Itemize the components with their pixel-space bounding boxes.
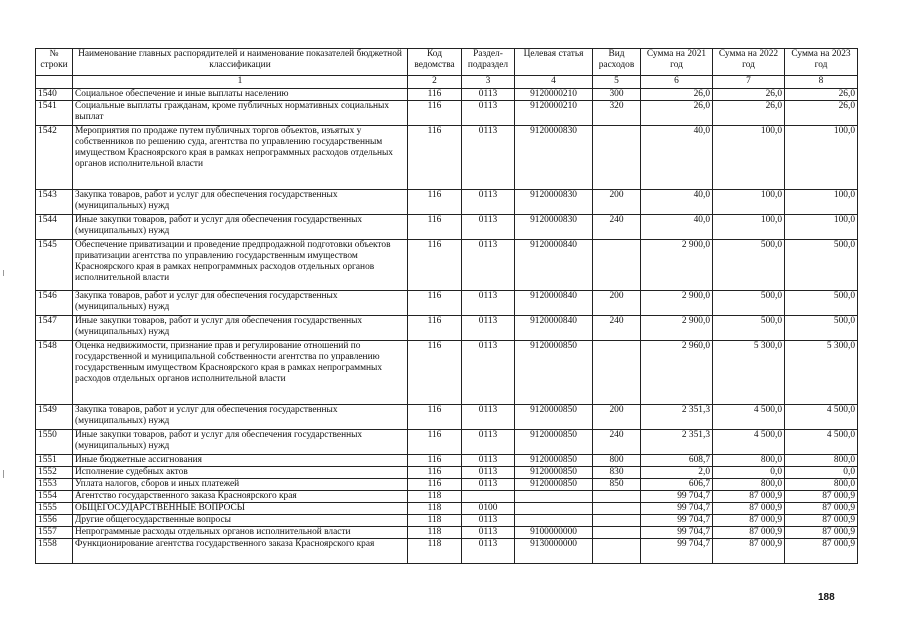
section-cell: 0113 (462, 527, 515, 539)
row-number-cell: 1541 (36, 101, 73, 126)
amount-2022-cell: 500,0 (713, 316, 785, 341)
department-code-cell: 116 (408, 240, 462, 291)
header-cell: Сумма на 2022 год (713, 49, 785, 76)
amount-2022-cell: 0,0 (713, 467, 785, 479)
section-cell: 0113 (462, 467, 515, 479)
row-number-cell: 1558 (36, 539, 73, 564)
section-cell: 0113 (462, 190, 515, 215)
expense-type-cell: 200 (593, 190, 641, 215)
amount-2021-cell: 40,0 (641, 215, 713, 240)
table-row (36, 101, 858, 126)
expense-type-cell: 200 (593, 291, 641, 316)
header-cell: Вид расходов (593, 49, 641, 76)
department-code-cell: 118 (408, 503, 462, 515)
section-cell: 0113 (462, 515, 515, 527)
department-code-cell: 116 (408, 101, 462, 126)
section-cell: 0113 (462, 430, 515, 455)
header-cell: Наименование главных распорядителей и наименование показателей бюджетной классификации (73, 49, 408, 76)
column-number: 6 (641, 76, 713, 89)
target-item-cell: 9120000850 (515, 405, 593, 430)
row-number-cell: 1551 (36, 455, 73, 467)
amount-2023-cell: 4 500,0 (785, 430, 858, 455)
target-item-cell: 9120000840 (515, 240, 593, 291)
margin-mark (3, 270, 4, 276)
name-cell: Закупка товаров, работ и услуг для обеспечения государственных (муниципальных) нужд (73, 405, 408, 430)
amount-2023-cell: 100,0 (785, 126, 858, 190)
header-cell: Сумма на 2021 год (641, 49, 713, 76)
column-number: 4 (515, 76, 593, 89)
amount-2021-cell: 608,7 (641, 455, 713, 467)
target-item-cell: 9120000210 (515, 101, 593, 126)
target-item-cell: 9120000840 (515, 316, 593, 341)
row-number-cell: 1542 (36, 126, 73, 190)
department-code-cell: 116 (408, 479, 462, 491)
section-cell: 0113 (462, 126, 515, 190)
amount-2023-cell: 26,0 (785, 89, 858, 101)
table-row (36, 515, 858, 527)
department-code-cell: 116 (408, 215, 462, 240)
amount-2022-cell: 800,0 (713, 479, 785, 491)
amount-2021-cell: 40,0 (641, 190, 713, 215)
amount-2023-cell: 500,0 (785, 291, 858, 316)
department-code-cell: 116 (408, 341, 462, 405)
expense-type-cell: 240 (593, 215, 641, 240)
expense-type-cell: 240 (593, 430, 641, 455)
table-row (36, 89, 858, 101)
table-row (36, 126, 858, 190)
amount-2021-cell: 26,0 (641, 101, 713, 126)
column-number: 8 (785, 76, 858, 89)
target-item-cell: 9120000840 (515, 291, 593, 316)
table-row (36, 455, 858, 467)
section-cell: 0113 (462, 479, 515, 491)
department-code-cell: 116 (408, 405, 462, 430)
header-cell: Код ведомства (408, 49, 462, 76)
department-code-cell: 116 (408, 126, 462, 190)
section-cell: 0113 (462, 240, 515, 291)
target-item-cell: 9120000830 (515, 190, 593, 215)
column-number: 3 (462, 76, 515, 89)
header-cell: № строки (36, 49, 73, 76)
expense-type-cell (593, 240, 641, 291)
expense-type-cell: 240 (593, 316, 641, 341)
expense-type-cell (593, 539, 641, 564)
row-number-cell: 1557 (36, 527, 73, 539)
amount-2023-cell: 800,0 (785, 455, 858, 467)
section-cell: 0113 (462, 405, 515, 430)
amount-2023-cell: 87 000,9 (785, 539, 858, 564)
expense-type-cell (593, 527, 641, 539)
amount-2022-cell: 100,0 (713, 126, 785, 190)
table-row (36, 190, 858, 215)
expense-type-cell (593, 126, 641, 190)
name-cell: Иные закупки товаров, работ и услуг для обеспечения государственных (муниципальных) нужд (73, 215, 408, 240)
amount-2021-cell: 2 900,0 (641, 316, 713, 341)
name-cell: Закупка товаров, работ и услуг для обеспечения государственных (муниципальных) нужд (73, 291, 408, 316)
column-number: 1 (73, 76, 408, 89)
section-cell: 0113 (462, 341, 515, 405)
amount-2021-cell: 2 351,3 (641, 430, 713, 455)
expense-type-cell: 200 (593, 405, 641, 430)
amount-2023-cell: 800,0 (785, 479, 858, 491)
name-cell: Обеспечение приватизации и проведение предпродажной подготовки объектов приватизации агентства по управлению государственным имуществом Красноярского края в рамках непрограммных расходов отдельных органов исполнительной власти (73, 240, 408, 291)
column-number: 2 (408, 76, 462, 89)
section-cell (462, 491, 515, 503)
target-item-cell (515, 503, 593, 515)
row-number-cell: 1546 (36, 291, 73, 316)
table-row (36, 215, 858, 240)
amount-2022-cell: 500,0 (713, 291, 785, 316)
department-code-cell: 116 (408, 430, 462, 455)
amount-2021-cell: 2,0 (641, 467, 713, 479)
amount-2022-cell: 26,0 (713, 89, 785, 101)
amount-2022-cell: 87 000,9 (713, 539, 785, 564)
amount-2022-cell: 87 000,9 (713, 527, 785, 539)
amount-2022-cell: 800,0 (713, 455, 785, 467)
department-code-cell: 116 (408, 316, 462, 341)
column-number-row (36, 76, 858, 89)
section-cell: 0113 (462, 101, 515, 126)
amount-2022-cell: 5 300,0 (713, 341, 785, 405)
table-row (36, 479, 858, 491)
expense-type-cell (593, 515, 641, 527)
expense-type-cell (593, 341, 641, 405)
amount-2023-cell: 87 000,9 (785, 503, 858, 515)
table-row (36, 527, 858, 539)
header-cell: Сумма на 2023 год (785, 49, 858, 76)
amount-2021-cell: 2 351,3 (641, 405, 713, 430)
department-code-cell: 118 (408, 515, 462, 527)
section-cell: 0113 (462, 89, 515, 101)
amount-2021-cell: 2 960,0 (641, 341, 713, 405)
section-cell: 0113 (462, 455, 515, 467)
target-item-cell: 9120000850 (515, 455, 593, 467)
amount-2023-cell: 87 000,9 (785, 515, 858, 527)
amount-2023-cell: 100,0 (785, 190, 858, 215)
amount-2022-cell: 100,0 (713, 190, 785, 215)
expense-type-cell: 320 (593, 101, 641, 126)
amount-2021-cell: 99 704,7 (641, 539, 713, 564)
target-item-cell: 9120000850 (515, 467, 593, 479)
row-number-cell: 1540 (36, 89, 73, 101)
table-row (36, 503, 858, 515)
header-cell: Раздел-подраздел (462, 49, 515, 76)
name-cell: Закупка товаров, работ и услуг для обеспечения государственных (муниципальных) нужд (73, 190, 408, 215)
table-row (36, 316, 858, 341)
row-number-cell: 1545 (36, 240, 73, 291)
amount-2023-cell: 500,0 (785, 240, 858, 291)
department-code-cell: 118 (408, 539, 462, 564)
expense-type-cell: 850 (593, 479, 641, 491)
column-number (36, 76, 73, 89)
row-number-cell: 1554 (36, 491, 73, 503)
expense-type-cell (593, 491, 641, 503)
amount-2022-cell: 500,0 (713, 240, 785, 291)
amount-2022-cell: 4 500,0 (713, 430, 785, 455)
section-cell: 0113 (462, 291, 515, 316)
name-cell: Иные закупки товаров, работ и услуг для обеспечения государственных (муниципальных) нужд (73, 316, 408, 341)
row-number-cell: 1549 (36, 405, 73, 430)
target-item-cell: 9120000830 (515, 215, 593, 240)
table-row (36, 291, 858, 316)
amount-2023-cell: 87 000,9 (785, 491, 858, 503)
name-cell: Иные бюджетные ассигнования (73, 455, 408, 467)
column-number: 5 (593, 76, 641, 89)
amount-2023-cell: 26,0 (785, 101, 858, 126)
amount-2021-cell: 99 704,7 (641, 527, 713, 539)
amount-2023-cell: 100,0 (785, 215, 858, 240)
row-number-cell: 1547 (36, 316, 73, 341)
name-cell: Социальное обеспечение и иные выплаты населению (73, 89, 408, 101)
name-cell: Иные закупки товаров, работ и услуг для обеспечения государственных (муниципальных) нужд (73, 430, 408, 455)
target-item-cell: 9100000000 (515, 527, 593, 539)
row-number-cell: 1552 (36, 467, 73, 479)
department-code-cell: 118 (408, 527, 462, 539)
amount-2021-cell: 99 704,7 (641, 503, 713, 515)
target-item-cell (515, 515, 593, 527)
header-row (36, 49, 858, 76)
amount-2021-cell: 99 704,7 (641, 491, 713, 503)
amount-2021-cell: 99 704,7 (641, 515, 713, 527)
amount-2021-cell: 26,0 (641, 89, 713, 101)
table-row (36, 539, 858, 564)
target-item-cell: 9130000000 (515, 539, 593, 564)
department-code-cell: 118 (408, 491, 462, 503)
department-code-cell: 116 (408, 190, 462, 215)
name-cell: Мероприятия по продаже путем публичных торгов объектов, изъятых у собственников по решению суда, агентства по управлению государственным имуществом Красноярского края в рамках непрограммных расходов отдельных органов исполнительной власти (73, 126, 408, 190)
amount-2023-cell: 5 300,0 (785, 341, 858, 405)
section-cell: 0100 (462, 503, 515, 515)
department-code-cell: 116 (408, 455, 462, 467)
target-item-cell (515, 491, 593, 503)
column-number: 7 (713, 76, 785, 89)
header-cell: Целевая статья (515, 49, 593, 76)
table-row (36, 240, 858, 291)
target-item-cell: 9120000850 (515, 479, 593, 491)
page-number: 188 (818, 592, 835, 603)
expense-type-cell: 800 (593, 455, 641, 467)
name-cell: Агентство государственного заказа Красноярского края (73, 491, 408, 503)
name-cell: Социальные выплаты гражданам, кроме публичных нормативных социальных выплат (73, 101, 408, 126)
name-cell: Другие общегосударственные вопросы (73, 515, 408, 527)
row-number-cell: 1543 (36, 190, 73, 215)
section-cell: 0113 (462, 316, 515, 341)
table-row (36, 430, 858, 455)
target-item-cell: 9120000850 (515, 430, 593, 455)
table-row (36, 491, 858, 503)
target-item-cell: 9120000830 (515, 126, 593, 190)
department-code-cell: 116 (408, 467, 462, 479)
table-row (36, 467, 858, 479)
name-cell: Исполнение судебных актов (73, 467, 408, 479)
amount-2022-cell: 26,0 (713, 101, 785, 126)
row-number-cell: 1553 (36, 479, 73, 491)
budget-table (35, 48, 858, 564)
amount-2021-cell: 40,0 (641, 126, 713, 190)
amount-2021-cell: 2 900,0 (641, 291, 713, 316)
table-row (36, 341, 858, 405)
amount-2021-cell: 606,7 (641, 479, 713, 491)
section-cell: 0113 (462, 539, 515, 564)
expense-type-cell (593, 503, 641, 515)
amount-2022-cell: 87 000,9 (713, 491, 785, 503)
table-body (36, 89, 858, 564)
margin-mark (3, 470, 4, 478)
department-code-cell: 116 (408, 89, 462, 101)
row-number-cell: 1550 (36, 430, 73, 455)
name-cell: Непрограммные расходы отдельных органов исполнительной власти (73, 527, 408, 539)
amount-2022-cell: 87 000,9 (713, 515, 785, 527)
amount-2023-cell: 500,0 (785, 316, 858, 341)
name-cell: Функционирование агентства государственного заказа Красноярского края (73, 539, 408, 564)
row-number-cell: 1556 (36, 515, 73, 527)
row-number-cell: 1544 (36, 215, 73, 240)
expense-type-cell: 830 (593, 467, 641, 479)
department-code-cell: 116 (408, 291, 462, 316)
amount-2022-cell: 87 000,9 (713, 503, 785, 515)
amount-2022-cell: 4 500,0 (713, 405, 785, 430)
row-number-cell: 1555 (36, 503, 73, 515)
amount-2022-cell: 100,0 (713, 215, 785, 240)
amount-2023-cell: 0,0 (785, 467, 858, 479)
row-number-cell: 1548 (36, 341, 73, 405)
table-row (36, 405, 858, 430)
amount-2023-cell: 87 000,9 (785, 527, 858, 539)
amount-2021-cell: 2 900,0 (641, 240, 713, 291)
name-cell: ОБЩЕГОСУДАРСТВЕННЫЕ ВОПРОСЫ (73, 503, 408, 515)
target-item-cell: 9120000850 (515, 341, 593, 405)
expense-type-cell: 300 (593, 89, 641, 101)
name-cell: Оценка недвижимости, признание прав и регулирование отношений по государственной и муниципальной собственности агентства по управлению государственным имуществом Красноярского края в рамках непрограммных расходов отдельных органов исполнительной власти (73, 341, 408, 405)
name-cell: Уплата налогов, сборов и иных платежей (73, 479, 408, 491)
section-cell: 0113 (462, 215, 515, 240)
amount-2023-cell: 4 500,0 (785, 405, 858, 430)
target-item-cell: 9120000210 (515, 89, 593, 101)
